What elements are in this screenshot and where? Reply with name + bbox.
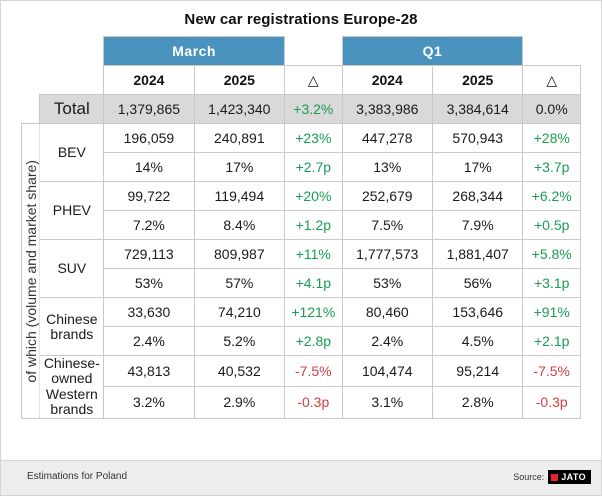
cell-cow-march-2024: 43,813 [104,356,194,387]
header-q1-delta: △ [523,66,581,95]
cell-chinese-share-march-2024: 2.4% [104,327,194,356]
row-label-line-1: Chinese [46,310,98,327]
cell-phev-march-delta: +20% [285,182,343,211]
cell-chinese-q1-2024: 80,460 [342,298,432,327]
cell-suv-q1-2025: 1,881,407 [433,240,523,269]
cell-chinese-march-2024: 33,630 [104,298,194,327]
row-label-suv: SUV [40,240,104,298]
cell-suv-share-march-delta: +4.1p [285,269,343,298]
cell-chinese-q1-delta: +91% [523,298,581,327]
cell-phev-share-march-2024: 7.2% [104,211,194,240]
table-row [22,356,581,387]
cell-total-march-delta: +3.2% [285,95,343,124]
table-header-periods [22,37,581,66]
row-label-line-2: owned [51,370,93,387]
row-label-phev: PHEV [40,182,104,240]
registrations-table [21,36,581,419]
side-spacer-3 [22,95,40,124]
row-label-line-1: Chinese- [43,355,100,371]
header-gap-2 [523,37,581,66]
cell-total-q1-2024: 3,383,986 [342,95,432,124]
cell-total-q1-2025: 3,384,614 [433,95,523,124]
table-row [22,298,581,327]
cell-phev-share-q1-2024: 7.5% [342,211,432,240]
corner-spacer-2 [40,66,104,95]
cell-suv-march-delta: +11% [285,240,343,269]
cell-cow-share-q1-2025: 2.8% [433,387,523,418]
cell-chinese-march-delta: +121% [285,298,343,327]
cell-suv-share-q1-delta: +3.1p [523,269,581,298]
cell-suv-share-march-2025: 57% [194,269,284,298]
side-spacer-2 [22,66,40,95]
cell-cow-q1-2024: 104,474 [342,356,432,387]
table-row [22,182,581,211]
table-row [22,240,581,269]
header-period-q1: Q1 [342,37,523,66]
cell-bev-share-q1-delta: +3.7p [523,153,581,182]
cell-bev-march-delta: +23% [285,124,343,153]
cell-cow-share-march-2024: 3.2% [104,387,194,418]
header-march-delta: △ [285,66,343,95]
row-label-total: Total [40,95,104,124]
row-label-line-3: Western [45,385,98,402]
header-march-2025: 2025 [194,66,284,95]
table-row [22,95,581,124]
cell-phev-march-2024: 99,722 [104,182,194,211]
cell-cow-march-delta: -7.5% [285,356,343,387]
footer-bar [1,460,601,495]
cell-phev-share-q1-delta: +0.5p [523,211,581,240]
row-label-line-4: brands [50,401,94,418]
source-block [513,470,591,484]
table-row [22,153,581,182]
cell-phev-q1-delta: +6.2% [523,182,581,211]
cell-phev-q1-2025: 268,344 [433,182,523,211]
cell-phev-share-q1-2025: 7.9% [433,211,523,240]
jato-logo [548,470,591,484]
cell-bev-march-2024: 196,059 [104,124,194,153]
table-row [22,327,581,356]
cell-phev-share-march-2025: 8.4% [194,211,284,240]
header-march-2024: 2024 [104,66,194,95]
row-label-chinese-owned-western [40,356,104,419]
table-header-years [22,66,581,95]
cell-suv-march-2024: 729,113 [104,240,194,269]
page-title: New car registrations Europe-28 [184,11,418,28]
row-label-chinese-brands [40,298,104,356]
cell-bev-march-2025: 240,891 [194,124,284,153]
cell-cow-share-march-delta: -0.3p [285,387,343,418]
side-spacer [22,37,40,66]
jato-mark-icon [551,474,558,481]
source-label: Source: [513,472,545,482]
cell-chinese-share-q1-delta: +2.1p [523,327,581,356]
cell-cow-share-q1-2024: 3.1% [342,387,432,418]
cell-cow-share-q1-delta: -0.3p [523,387,581,418]
footnote: Estimations for Poland [27,471,128,482]
cell-chinese-share-march-delta: +2.8p [285,327,343,356]
header-period-march: March [104,37,285,66]
cell-phev-march-2025: 119,494 [194,182,284,211]
cell-bev-share-march-2025: 17% [194,153,284,182]
cell-cow-q1-delta: -7.5% [523,356,581,387]
row-label-line-2: brands [50,325,94,342]
cell-cow-march-2025: 40,532 [194,356,284,387]
cell-total-march-2024: 1,379,865 [104,95,194,124]
header-q1-2024: 2024 [342,66,432,95]
header-gap-1 [285,37,343,66]
cell-suv-march-2025: 809,987 [194,240,284,269]
cell-cow-q1-2025: 95,214 [433,356,523,387]
cell-suv-share-march-2024: 53% [104,269,194,298]
cell-suv-share-q1-2024: 53% [342,269,432,298]
cell-chinese-share-q1-2025: 4.5% [433,327,523,356]
cell-phev-q1-2024: 252,679 [342,182,432,211]
cell-bev-q1-2024: 447,278 [342,124,432,153]
table-row [22,124,581,153]
table-row [22,387,581,418]
cell-bev-share-q1-2024: 13% [342,153,432,182]
table-row [22,269,581,298]
cell-suv-q1-2024: 1,777,573 [342,240,432,269]
cell-total-march-2025: 1,423,340 [194,95,284,124]
cell-suv-q1-delta: +5.8% [523,240,581,269]
cell-chinese-share-q1-2024: 2.4% [342,327,432,356]
cell-bev-share-march-delta: +2.7p [285,153,343,182]
corner-spacer [40,37,104,66]
cell-bev-share-march-2024: 14% [104,153,194,182]
table-row [22,211,581,240]
jato-wordmark: JATO [561,472,586,482]
cell-phev-share-march-delta: +1.2p [285,211,343,240]
row-label-bev: BEV [40,124,104,182]
side-axis-label: of which (volume and market share) [22,124,40,419]
header-q1-2025: 2025 [433,66,523,95]
cell-total-q1-delta: 0.0% [523,95,581,124]
cell-cow-share-march-2025: 2.9% [194,387,284,418]
cell-suv-share-q1-2025: 56% [433,269,523,298]
cell-chinese-share-march-2025: 5.2% [194,327,284,356]
cell-bev-q1-delta: +28% [523,124,581,153]
cell-chinese-q1-2025: 153,646 [433,298,523,327]
cell-chinese-march-2025: 74,210 [194,298,284,327]
cell-bev-share-q1-2025: 17% [433,153,523,182]
cell-bev-q1-2025: 570,943 [433,124,523,153]
table-container [1,36,601,419]
